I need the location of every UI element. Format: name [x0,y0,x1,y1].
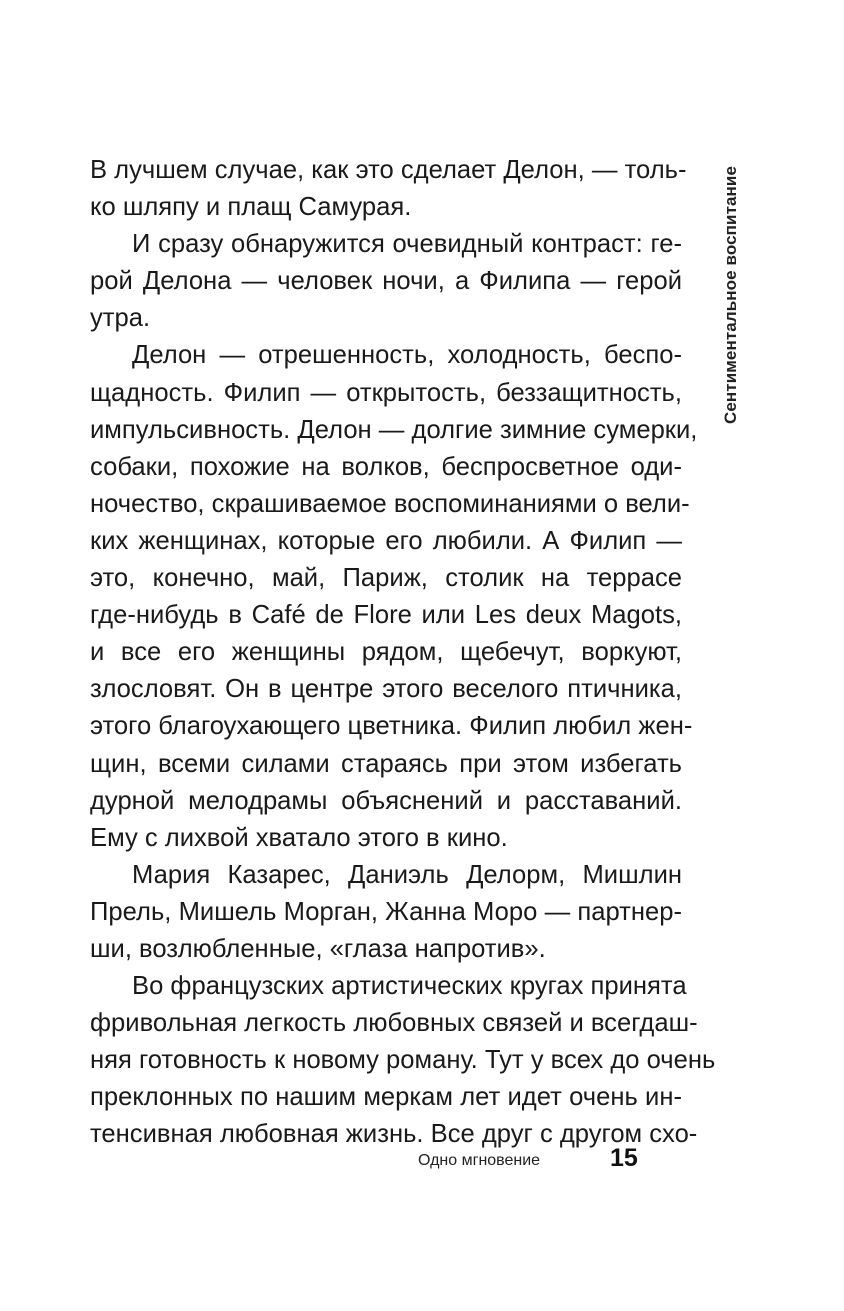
running-head [711,150,751,440]
text-line: злословят. Он в центре этого веселого птичника, [90,675,682,704]
text-line: Ему с лихвой хватало этого в кино. [90,823,508,852]
text-line: ночество, скрашиваемое воспоминаниями о вели- [90,489,690,518]
text-line: это, конечно, май, Париж, столик на террасе [90,564,682,593]
text-line: Во французских артистических кругах принята [132,972,687,1001]
text-line: Прель, Мишель Морган, Жанна Моро — партнер- [90,897,682,926]
text-line: дурной мелодрамы объяснений и расставаний. [90,786,682,815]
text-line: ко шляпу и плащ Самурая. [90,193,412,222]
text-line: щадность. Филип — открытость, беззащитность, [90,378,682,407]
footer-chapter-title: Одно мгновение [418,1152,541,1169]
text-line: ши, возлюбленные, «глаза напротив». [90,934,546,963]
text-line: где-нибудь в Café de Flore или Les deux Magots, [90,601,682,630]
text-line: преклонных по нашим меркам лет идет очень ин- [90,1083,682,1112]
text-line: ких женщинах, которые его любили. А Филип — [90,526,682,555]
text-line: тенсивная любовная жизнь. Все друг с другом схо- [90,1120,698,1149]
text-line: этого благоухающего цветника. Филип любил жен- [90,712,693,741]
text-line: Мария Казарес, Даниэль Делорм, Мишлин [132,860,682,889]
text-line: щин, всеми силами стараясь при этом избегать [90,749,682,778]
text-line: И сразу обнаружится очевидный контраст: ге- [132,230,682,259]
body-text [90,152,716,1154]
running-head-text: Сентиментальное воспитание [721,165,740,425]
text-line: рой Делона — человек ночи, а Филипа — герой [90,267,682,296]
text-line: В лучшем случае, как это сделает Делон, — толь- [90,156,687,184]
text-line: Делон — отрешенность, холодность, беспо- [132,341,682,370]
text-line: фривольная легкость любовных связей и всегдаш- [90,1009,698,1038]
text-line: собаки, похожие на волков, беспросветное оди- [90,452,682,481]
page-number: 15 [610,1144,638,1172]
text-line: утра. [90,304,151,333]
text-line: импульсивность. Делон — долгие зимние сумерки, [90,415,698,444]
text-line: няя готовность к новому роману. Тут у всех до очень [90,1046,716,1075]
text-line: и все его женщины рядом, щебечут, воркуют, [90,638,682,667]
